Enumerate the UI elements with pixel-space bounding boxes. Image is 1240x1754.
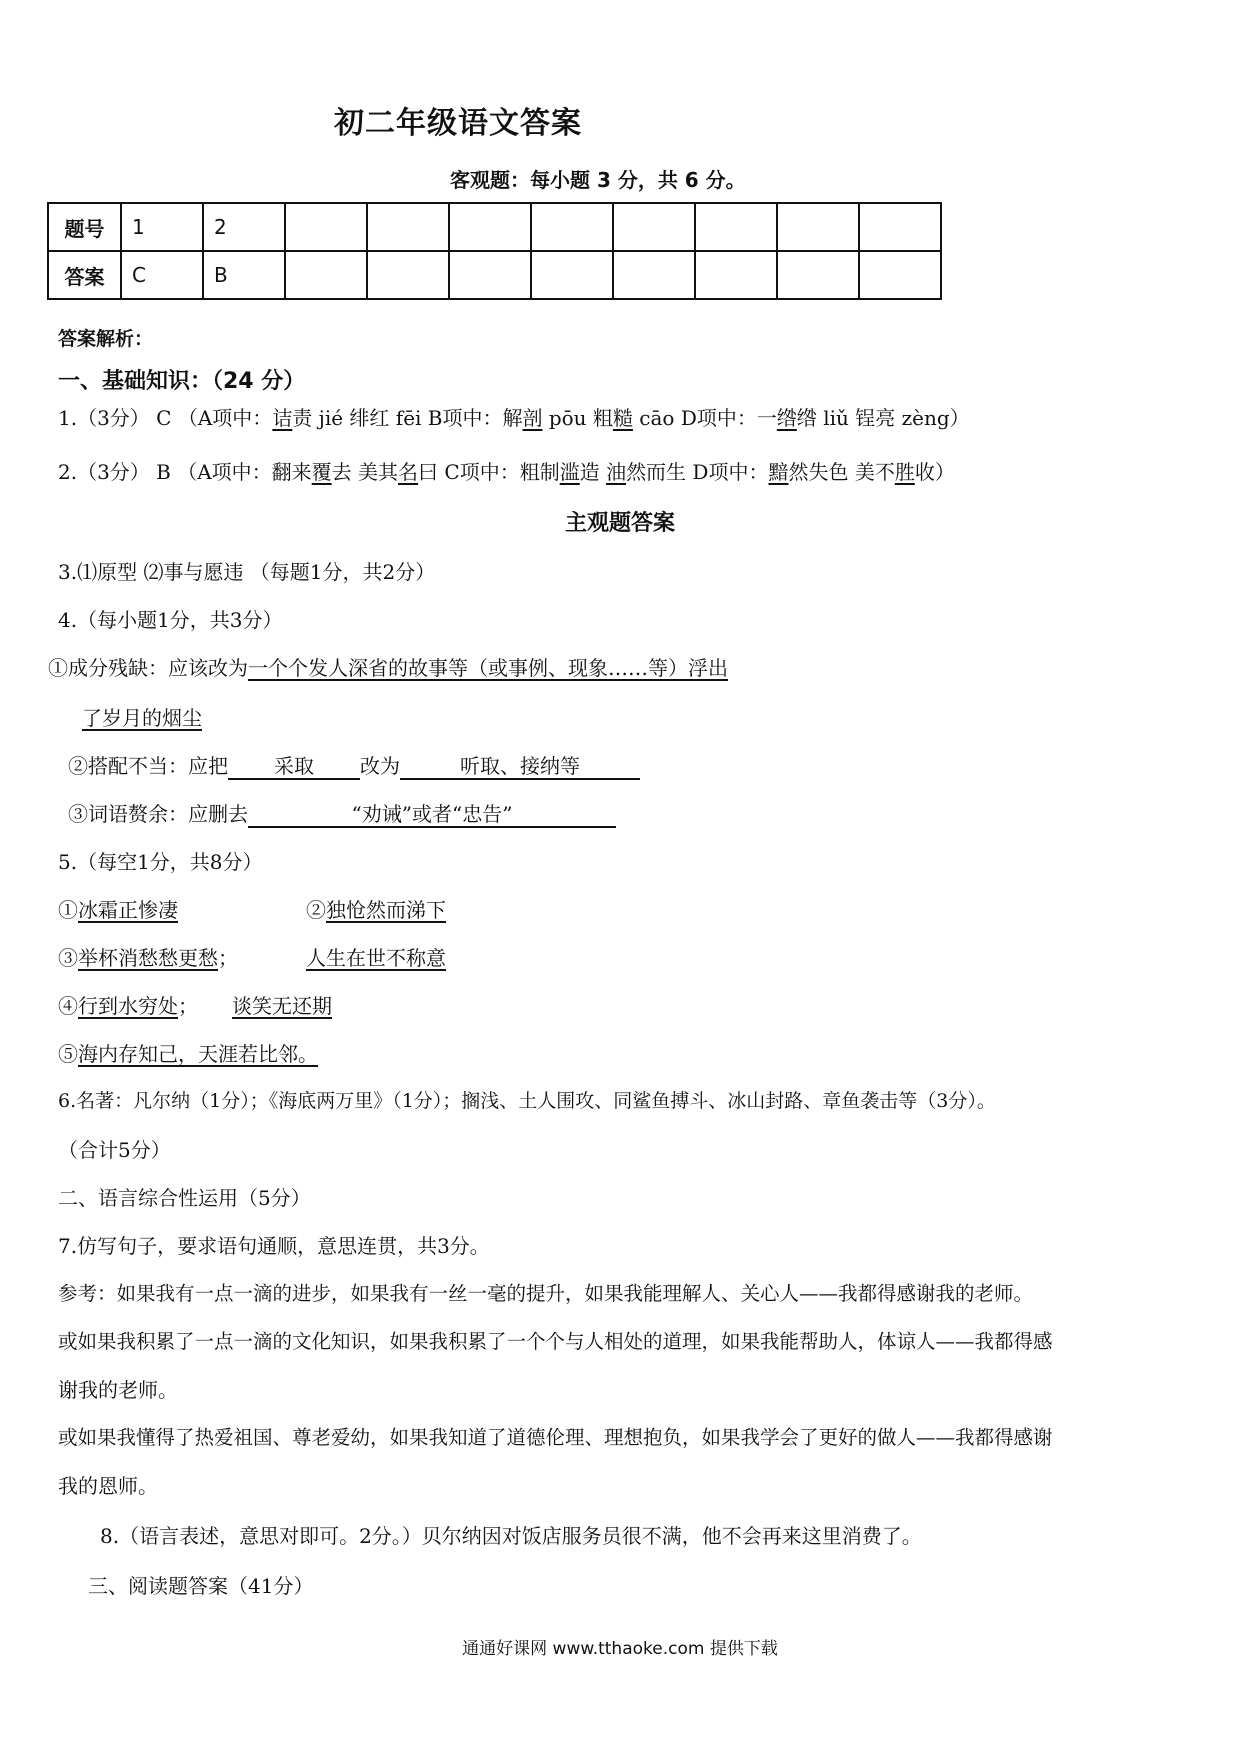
table-cell xyxy=(777,203,859,251)
page-title: 初二年级语文答案 xyxy=(334,106,582,141)
question-4-item-1-cont: 了岁月的烟尘 xyxy=(82,706,202,730)
question-4-item-2: ②搭配不当：应把 采取 改为 听取、接纳等 xyxy=(68,750,640,780)
question-5-answer-6: 谈笑无还期 xyxy=(232,994,332,1018)
analysis-label: 答案解析： xyxy=(58,328,154,350)
question-5-answer-7: ⑤海内存知己，天涯若比邻。 xyxy=(58,1042,318,1066)
question-7-reference-3: 或如果我懂得了热爱祖国、尊老爱幼，如果我知道了道德伦理、理想抱负，如果我学会了更好的做人——我都得感谢 xyxy=(58,1426,1053,1449)
table-cell: 2 xyxy=(203,203,285,251)
question-7-heading: 7.仿写句子，要求语句通顺，意思连贯，共3分。 xyxy=(58,1234,490,1258)
question-3-answer: 3.⑴原型 ⑵事与愿违 （每题1分，共2分） xyxy=(58,560,436,584)
question-7-reference-2-cont: 谢我的老师。 xyxy=(58,1378,178,1402)
table-cell: C xyxy=(121,251,203,299)
question-7-reference-2: 或如果我积累了一点一滴的文化知识，如果我积累了一个个与人相处的道理，如果我能帮助人，体谅人——我都得感 xyxy=(58,1330,1053,1353)
question-5-answer-1: ①冰霜正惨凄 xyxy=(58,898,178,922)
answer-table xyxy=(47,202,942,300)
table-cell xyxy=(285,203,367,251)
table-cell xyxy=(777,251,859,299)
table-row xyxy=(48,251,941,299)
table-cell: 1 xyxy=(121,203,203,251)
table-cell xyxy=(449,203,531,251)
question-2-answer: 2.（3分） B （A项中：翻来覆去 美其名曰 C项中：粗制滥造 油然而生 D项中：黯然失色 美不胜收） xyxy=(58,460,955,484)
row-header-number: 题号 xyxy=(48,203,121,251)
section-3-heading: 三、阅读题答案（41分） xyxy=(88,1574,314,1598)
table-cell xyxy=(531,251,613,299)
table-cell xyxy=(531,203,613,251)
table-cell xyxy=(449,251,531,299)
question-8-answer: 8.（语言表述，意思对即可。2分。）贝尔纳因对饭店服务员很不满，他不会再来这里消费了。 xyxy=(100,1524,922,1548)
question-5-answer-3: ③举杯消愁愁更愁； xyxy=(58,946,238,970)
table-cell xyxy=(613,203,695,251)
question-5-heading: 5.（每空1分，共8分） xyxy=(58,850,263,874)
question-4-heading: 4.（每小题1分，共3分） xyxy=(58,608,283,632)
question-1-answer: 1.（3分） C （A项中：诘责 jié 绯红 fēi B项中：解剖 pōu 粗糙 cāo D项中：一绺绺 liǔ 锃亮 zèng） xyxy=(58,406,970,430)
table-cell xyxy=(367,251,449,299)
subjective-heading: 主观题答案 xyxy=(564,511,675,536)
question-5-answer-5: ④行到水穷处； xyxy=(58,994,198,1018)
table-cell xyxy=(859,203,941,251)
table-cell xyxy=(367,203,449,251)
footer-source: 通通好课网 www.tthaoke.com 提供下载 xyxy=(462,1639,778,1659)
objective-note: 客观题：每小题 3 分，共 6 分。 xyxy=(450,168,746,192)
table-cell xyxy=(613,251,695,299)
table-cell xyxy=(695,251,777,299)
question-7-reference-3-cont: 我的恩师。 xyxy=(58,1474,158,1498)
table-cell xyxy=(285,251,367,299)
question-6-total: （合计5分） xyxy=(58,1138,171,1162)
question-7-reference-1: 参考：如果我有一点一滴的进步，如果我有一丝一毫的提升，如果我能理解人、关心人——我都得感谢我的老师。 xyxy=(58,1282,1034,1305)
table-cell xyxy=(859,251,941,299)
question-5-answer-4: 人生在世不称意 xyxy=(306,946,446,970)
section-1-heading: 一、基础知识：（24 分） xyxy=(58,369,306,394)
question-6-answer: 6.名著：凡尔纳（1分）；《海底两万里》（1分）；搁浅、土人围攻、同鲨鱼搏斗、冰山封路、章鱼袭击等（3分）。 xyxy=(58,1090,996,1112)
question-5-answer-2: ②独怆然而涕下 xyxy=(306,898,446,922)
question-4-item-1: ①成分残缺：应该改为一个个发人深省的故事等（或事例、现象……等）浮出 xyxy=(48,656,728,680)
table-cell: B xyxy=(203,251,285,299)
question-4-item-3: ③词语赘余：应删去 “劝诫”或者“忠告” xyxy=(68,798,616,828)
section-2-heading: 二、语言综合性运用（5分） xyxy=(58,1186,311,1210)
table-row xyxy=(48,203,941,251)
row-header-answer: 答案 xyxy=(48,251,121,299)
table-cell xyxy=(695,203,777,251)
